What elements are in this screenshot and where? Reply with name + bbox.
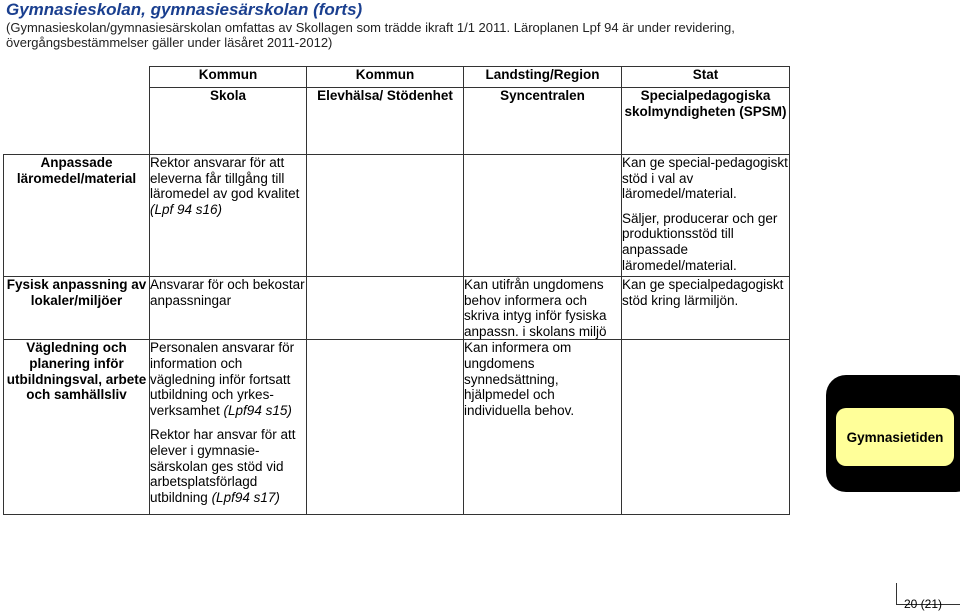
subheader-skola: Skola xyxy=(150,88,307,155)
cell-text-2: Rektor har ansvar för att elever i gymnasie-särskolan ges stöd vid arbetsplatsförlagd utbildning xyxy=(150,427,296,505)
table-corner-cell-2 xyxy=(4,88,150,155)
cell-text: Personalen ansvarar för information och vägledning inför fortsatt utbildning och yrkes-verksamhet xyxy=(150,340,295,418)
cell-elevhalsa-vagledning xyxy=(307,340,464,515)
intro-text-line-1: (Gymnasieskolan/gymnasiesärskolan omfattas av Skollagen som trädde ikraft 1/1 2011. Läroplanen Lpf 94 är under revidering, xyxy=(6,20,735,35)
subheader-spsm: Specialpedagogiska skolmyndigheten (SPSM) xyxy=(622,88,790,155)
cell-reference-2: (Lpf94 s17) xyxy=(211,489,280,505)
cell-elevhalsa-fysisk xyxy=(307,277,464,340)
cell-text: Kan ge special-pedagogiskt stöd i val av läromedel/material. xyxy=(622,155,788,202)
page-header xyxy=(6,0,936,50)
cell-text: Rektor ansvarar för att eleverna får tillgång till läromedel av god kvalitet xyxy=(150,155,300,202)
gymnasietiden-badge xyxy=(836,408,954,466)
cell-spsm-laromedel xyxy=(622,155,790,277)
header-kommun-2: Kommun xyxy=(307,67,464,88)
responsibility-table xyxy=(3,66,790,515)
cell-text-2: Säljer, producerar och ger produktionsstöd till anpassade läromedel/material. xyxy=(622,210,778,273)
cell-syncentral-vagledning: Kan informera om ungdomens synnedsättning, hjälpmedel och individuella behov. xyxy=(464,340,622,515)
row-label-vagledning: Vägledning och planering inför utbildningsval, arbete och samhällsliv xyxy=(4,340,150,515)
cell-skola-laromedel xyxy=(150,155,307,277)
table-sub-header-row xyxy=(4,88,790,155)
intro-text-line-2: övergångsbestämmelser gäller under läsåret 2011-2012) xyxy=(6,35,333,50)
cell-reference: (Lpf 94 s16) xyxy=(150,201,223,217)
row-label-fysisk-anpassning: Fysisk anpassning av lokaler/miljöer xyxy=(4,277,150,340)
subheader-syncentralen: Syncentralen xyxy=(464,88,622,155)
table-corner-cell xyxy=(4,67,150,88)
page-number: 20 (21) xyxy=(903,597,942,611)
page-title: Gymnasieskolan, gymnasiesärskolan (forts) xyxy=(6,0,363,19)
footer-divider-vertical xyxy=(896,583,897,605)
table-row xyxy=(4,155,790,277)
cell-syncentral-fysisk: Kan utifrån ungdomens behov informera och skriva intyg inför fysiska anpassn. i skolans miljö xyxy=(464,277,622,340)
cell-reference: (Lpf94 s15) xyxy=(223,402,292,418)
row-label-laromedel: Anpassade läromedel/material xyxy=(4,155,150,277)
header-stat: Stat xyxy=(622,67,790,88)
subheader-elevhalsa: Elevhälsa/ Stödenhet xyxy=(307,88,464,155)
header-kommun-1: Kommun xyxy=(150,67,307,88)
cell-elevhalsa-laromedel xyxy=(307,155,464,277)
table-row xyxy=(4,277,790,340)
gymnasietiden-label: Gymnasietiden xyxy=(846,429,944,445)
table-top-header-row xyxy=(4,67,790,88)
cell-spsm-vagledning xyxy=(622,340,790,515)
cell-spsm-fysisk: Kan ge specialpedagogiskt stöd kring lärmiljön. xyxy=(622,277,790,340)
header-landsting: Landsting/Region xyxy=(464,67,622,88)
cell-skola-fysisk: Ansvarar för och bekostar anpassningar xyxy=(150,277,307,340)
cell-syncentral-laromedel xyxy=(464,155,622,277)
table-row xyxy=(4,340,790,515)
cell-skola-vagledning xyxy=(150,340,307,515)
